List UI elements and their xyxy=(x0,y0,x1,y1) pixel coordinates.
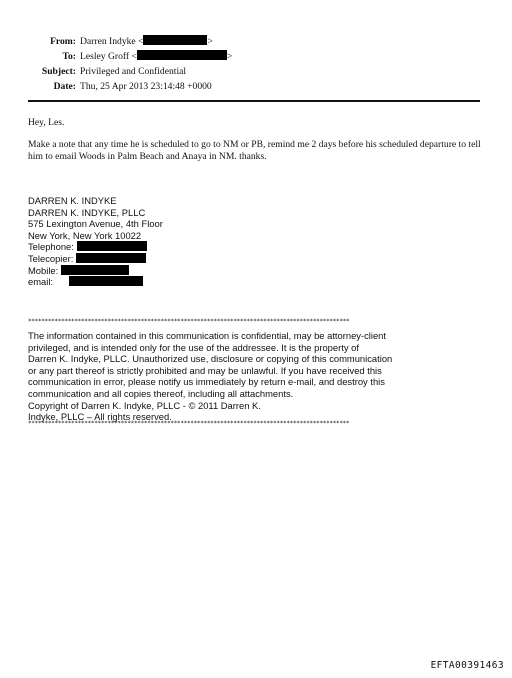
signature-name: DARREN K. INDYKE xyxy=(28,195,117,206)
signature-mobile xyxy=(28,265,163,277)
subject-label: Subject: xyxy=(41,66,76,77)
email-header xyxy=(28,34,232,94)
subject-row xyxy=(28,64,232,79)
from-close: > xyxy=(207,36,213,47)
to-value: Lesley Groff < xyxy=(80,51,137,62)
disclaimer-line: privileged, and is intended only for the use of the addressee. It is the property of xyxy=(28,341,359,353)
redaction-box xyxy=(76,253,146,263)
date-label: Date: xyxy=(53,81,76,92)
to-row xyxy=(28,49,232,64)
disclaimer-line: communication in error, please notify us immediately by return e-mail, and destroy this xyxy=(28,376,385,388)
redaction-box xyxy=(69,276,143,286)
to-close: > xyxy=(226,51,233,62)
to-label: To: xyxy=(62,51,76,62)
telephone-label: Telephone: xyxy=(28,241,74,253)
from-label: From: xyxy=(50,36,76,47)
from-row xyxy=(28,34,232,49)
header-divider xyxy=(28,100,480,102)
mobile-label: Mobile: xyxy=(28,264,59,276)
disclaimer-line: Copyright of Darren K. Indyke, PLLC - © 2011 Darren K. xyxy=(28,399,261,411)
disclaimer-line: The information contained in this communication is confidential, may be attorney-client xyxy=(28,330,386,341)
from-value: Darren Indyke < xyxy=(80,36,144,47)
bates-number: EFTA00391463 xyxy=(430,660,504,671)
signature-email xyxy=(28,276,163,288)
redaction-box xyxy=(61,265,129,275)
signature-telecopier xyxy=(28,253,163,265)
signature-address-line-2: New York, New York 10022 xyxy=(28,229,142,241)
disclaimer-separator-bottom: ************************************************************************************************* xyxy=(28,420,350,427)
redaction-box xyxy=(143,35,207,45)
subject-value: Privileged and Confidential xyxy=(80,66,187,77)
greeting: Hey, Les. xyxy=(28,117,65,128)
telecopier-label: Telecopier: xyxy=(28,252,74,264)
redaction-box xyxy=(137,50,227,60)
signature-address-line-1: 575 Lexington Avenue, 4th Floor xyxy=(28,218,163,230)
email-label: email: xyxy=(28,276,54,288)
disclaimer-line: or any part thereof is strictly prohibited and may be unlawful. If you have received this xyxy=(28,364,382,376)
disclaimer-line: Darren K. Indyke, PLLC. Unauthorized use, disclosure or copying of this communication xyxy=(28,353,393,365)
date-value: Thu, 25 Apr 2013 23:14:48 +0000 xyxy=(80,81,212,92)
disclaimer-line: Indyke, PLLC – All rights reserved. xyxy=(28,411,172,423)
disclaimer-line: communication and all copies thereof, including all attachments. xyxy=(28,387,294,399)
date-row xyxy=(28,79,232,94)
redaction-box xyxy=(77,241,147,251)
signature-telephone xyxy=(28,241,163,253)
signature-block xyxy=(28,195,163,288)
disclaimer-separator-top: ************************************************************************************************* xyxy=(28,318,350,325)
signature-firm: DARREN K. INDYKE, PLLC xyxy=(28,206,146,218)
confidentiality-notice xyxy=(28,330,428,423)
message-body: Make a note that any time he is scheduled to go to NM or PB, remind me 2 days before his scheduled departure to tell him to email Woods in Palm Beach and Anaya in NM. thanks. xyxy=(28,139,481,163)
